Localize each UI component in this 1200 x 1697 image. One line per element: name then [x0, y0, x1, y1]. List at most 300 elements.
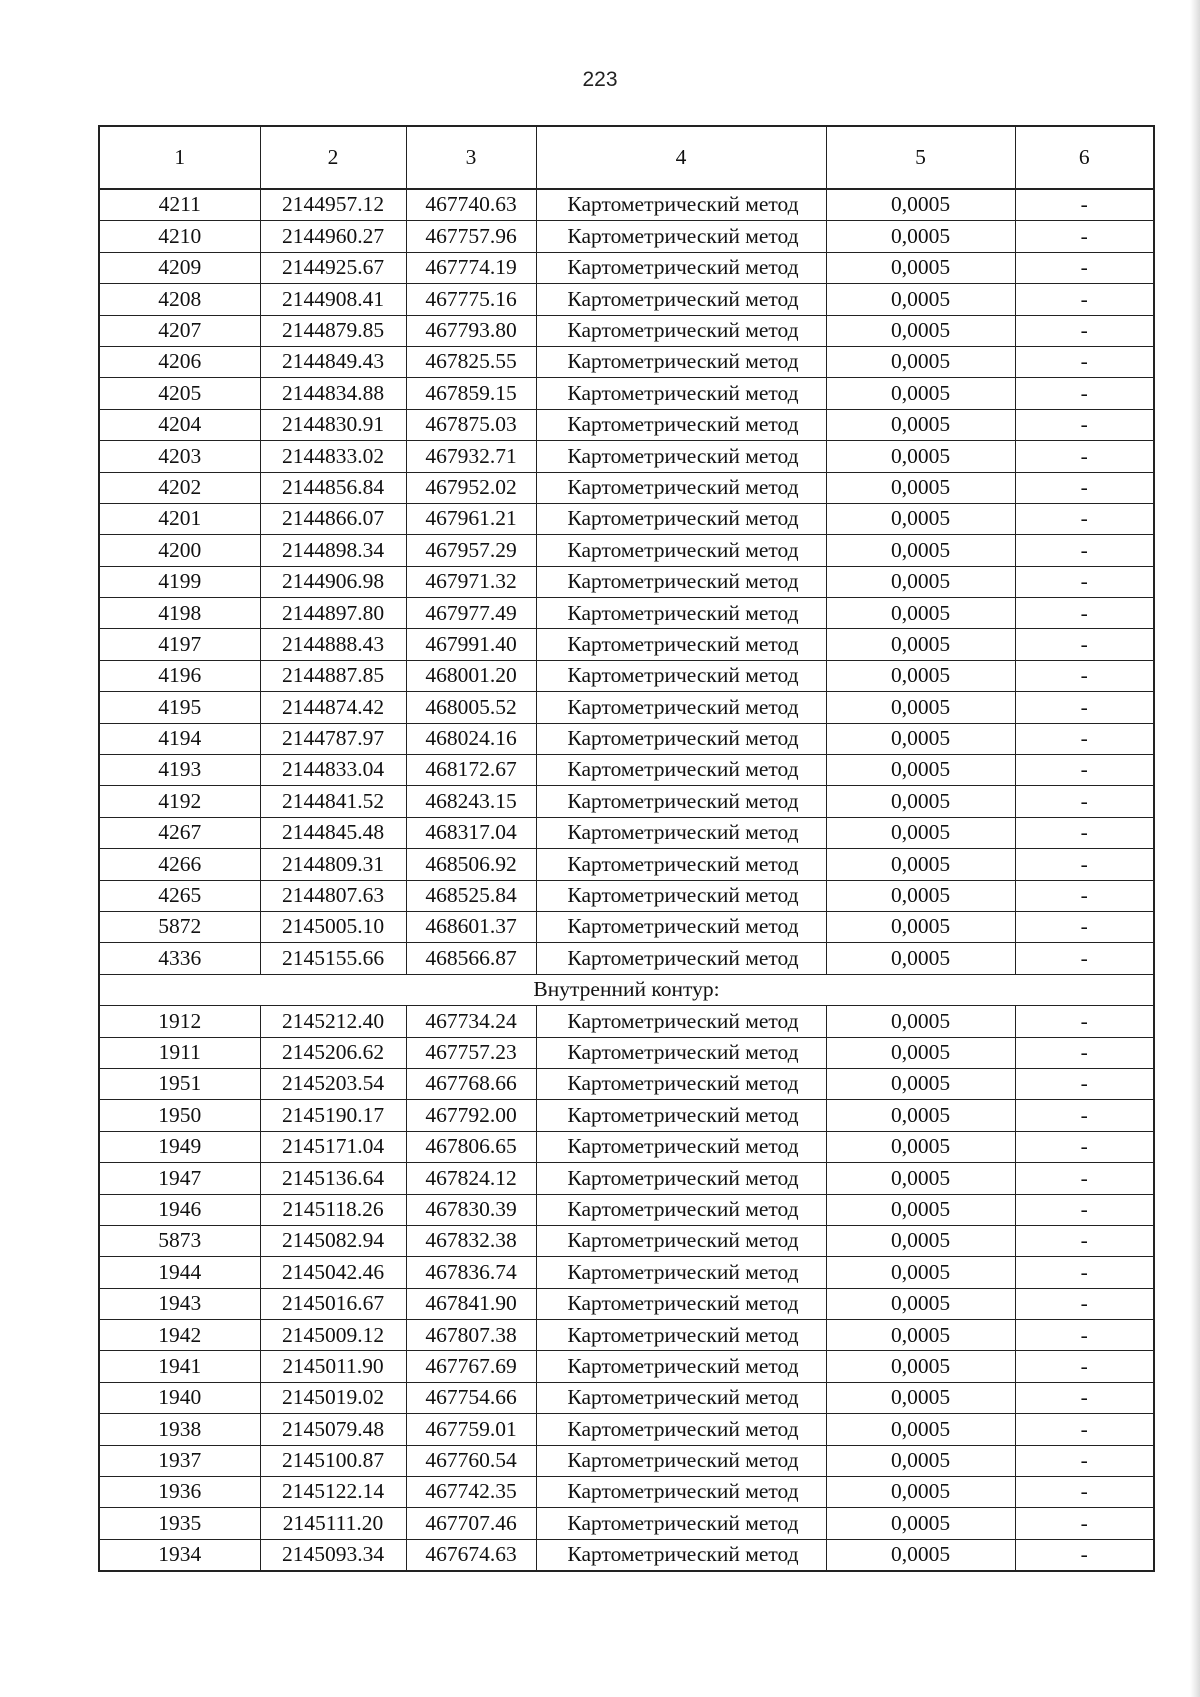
cell-point-number: 1911 — [99, 1037, 260, 1068]
cell-accuracy: 0,0005 — [826, 1508, 1015, 1539]
cell-note: - — [1015, 1131, 1154, 1162]
cell-note: - — [1015, 1320, 1154, 1351]
table-row — [99, 1445, 1154, 1476]
cell-accuracy: 0,0005 — [826, 535, 1015, 566]
cell-method: Картометрический метод — [536, 1351, 826, 1382]
cell-accuracy: 0,0005 — [826, 1194, 1015, 1225]
cell-x-coordinate: 2144849.43 — [260, 346, 406, 377]
cell-y-coordinate: 467859.15 — [406, 378, 536, 409]
cell-point-number: 4207 — [99, 315, 260, 346]
cell-accuracy: 0,0005 — [826, 723, 1015, 754]
header-col-1: 1 — [99, 126, 260, 189]
cell-y-coordinate: 467991.40 — [406, 629, 536, 660]
cell-accuracy: 0,0005 — [826, 1225, 1015, 1256]
cell-accuracy: 0,0005 — [826, 1068, 1015, 1099]
cell-accuracy: 0,0005 — [826, 1351, 1015, 1382]
table-row — [99, 409, 1154, 440]
cell-point-number: 4203 — [99, 441, 260, 472]
cell-method: Картометрический метод — [536, 692, 826, 723]
cell-note: - — [1015, 598, 1154, 629]
table-row — [99, 943, 1154, 974]
cell-note: - — [1015, 1351, 1154, 1382]
cell-y-coordinate: 467832.38 — [406, 1225, 536, 1256]
cell-point-number: 4266 — [99, 849, 260, 880]
cell-method: Картометрический метод — [536, 1382, 826, 1413]
cell-x-coordinate: 2144866.07 — [260, 503, 406, 534]
table-row — [99, 1131, 1154, 1162]
cell-method: Картометрический метод — [536, 1131, 826, 1162]
table-row — [99, 849, 1154, 880]
cell-x-coordinate: 2145206.62 — [260, 1037, 406, 1068]
cell-x-coordinate: 2144834.88 — [260, 378, 406, 409]
cell-method: Картометрический метод — [536, 472, 826, 503]
table-row — [99, 284, 1154, 315]
table-row — [99, 1163, 1154, 1194]
cell-method: Картометрический метод — [536, 1539, 826, 1571]
cell-y-coordinate: 467952.02 — [406, 472, 536, 503]
cell-x-coordinate: 2144874.42 — [260, 692, 406, 723]
cell-y-coordinate: 467825.55 — [406, 346, 536, 377]
cell-y-coordinate: 468005.52 — [406, 692, 536, 723]
cell-method: Картометрический метод — [536, 566, 826, 597]
cell-y-coordinate: 467792.00 — [406, 1100, 536, 1131]
cell-note: - — [1015, 221, 1154, 252]
cell-x-coordinate: 2145155.66 — [260, 943, 406, 974]
header-row — [99, 126, 1154, 189]
cell-point-number: 4193 — [99, 755, 260, 786]
cell-y-coordinate: 468317.04 — [406, 817, 536, 848]
cell-accuracy: 0,0005 — [826, 1131, 1015, 1162]
cell-x-coordinate: 2145203.54 — [260, 1068, 406, 1099]
cell-point-number: 4201 — [99, 503, 260, 534]
cell-note: - — [1015, 566, 1154, 597]
table-row — [99, 189, 1154, 221]
cell-method: Картометрический метод — [536, 1100, 826, 1131]
table-row — [99, 472, 1154, 503]
cell-accuracy: 0,0005 — [826, 315, 1015, 346]
cell-x-coordinate: 2145190.17 — [260, 1100, 406, 1131]
cell-note: - — [1015, 1477, 1154, 1508]
cell-note: - — [1015, 1100, 1154, 1131]
table-row — [99, 346, 1154, 377]
cell-accuracy: 0,0005 — [826, 252, 1015, 283]
cell-note: - — [1015, 1194, 1154, 1225]
cell-point-number: 1936 — [99, 1477, 260, 1508]
cell-x-coordinate: 2145042.46 — [260, 1257, 406, 1288]
cell-y-coordinate: 467707.46 — [406, 1508, 536, 1539]
cell-accuracy: 0,0005 — [826, 346, 1015, 377]
table-row — [99, 1006, 1154, 1037]
cell-y-coordinate: 467807.38 — [406, 1320, 536, 1351]
table-row — [99, 880, 1154, 911]
cell-x-coordinate: 2144879.85 — [260, 315, 406, 346]
cell-note: - — [1015, 692, 1154, 723]
table-row — [99, 755, 1154, 786]
cell-y-coordinate: 468506.92 — [406, 849, 536, 880]
cell-x-coordinate: 2144906.98 — [260, 566, 406, 597]
cell-y-coordinate: 467961.21 — [406, 503, 536, 534]
cell-note: - — [1015, 880, 1154, 911]
cell-x-coordinate: 2145100.87 — [260, 1445, 406, 1476]
cell-accuracy: 0,0005 — [826, 1445, 1015, 1476]
cell-accuracy: 0,0005 — [826, 1539, 1015, 1571]
cell-point-number: 4209 — [99, 252, 260, 283]
cell-x-coordinate: 2144960.27 — [260, 221, 406, 252]
table-row — [99, 598, 1154, 629]
cell-method: Картометрический метод — [536, 786, 826, 817]
cell-y-coordinate: 468601.37 — [406, 911, 536, 942]
cell-y-coordinate: 467768.66 — [406, 1068, 536, 1099]
cell-x-coordinate: 2144908.41 — [260, 284, 406, 315]
cell-note: - — [1015, 849, 1154, 880]
cell-x-coordinate: 2144925.67 — [260, 252, 406, 283]
table-row — [99, 1508, 1154, 1539]
cell-y-coordinate: 467757.96 — [406, 221, 536, 252]
table-row — [99, 1257, 1154, 1288]
cell-method: Картометрический метод — [536, 1194, 826, 1225]
cell-note: - — [1015, 409, 1154, 440]
header-col-2: 2 — [260, 126, 406, 189]
cell-point-number: 4202 — [99, 472, 260, 503]
cell-y-coordinate: 467932.71 — [406, 441, 536, 472]
cell-point-number: 4195 — [99, 692, 260, 723]
cell-note: - — [1015, 189, 1154, 221]
table-row — [99, 911, 1154, 942]
cell-point-number: 1947 — [99, 1163, 260, 1194]
table-row — [99, 786, 1154, 817]
cell-note: - — [1015, 723, 1154, 754]
cell-point-number: 1941 — [99, 1351, 260, 1382]
header-col-5: 5 — [826, 126, 1015, 189]
cell-accuracy: 0,0005 — [826, 786, 1015, 817]
cell-accuracy: 0,0005 — [826, 660, 1015, 691]
table-row — [99, 817, 1154, 848]
table-row — [99, 1382, 1154, 1413]
cell-accuracy: 0,0005 — [826, 629, 1015, 660]
cell-note: - — [1015, 535, 1154, 566]
cell-x-coordinate: 2144833.02 — [260, 441, 406, 472]
cell-method: Картометрический метод — [536, 503, 826, 534]
table-row — [99, 692, 1154, 723]
cell-point-number: 4194 — [99, 723, 260, 754]
cell-x-coordinate: 2145136.64 — [260, 1163, 406, 1194]
cell-method: Картометрический метод — [536, 1257, 826, 1288]
cell-point-number: 1935 — [99, 1508, 260, 1539]
cell-y-coordinate: 467754.66 — [406, 1382, 536, 1413]
scan-edge — [1190, 0, 1200, 1697]
cell-point-number: 4192 — [99, 786, 260, 817]
cell-point-number: 4196 — [99, 660, 260, 691]
cell-note: - — [1015, 1163, 1154, 1194]
cell-note: - — [1015, 1539, 1154, 1571]
cell-accuracy: 0,0005 — [826, 566, 1015, 597]
cell-x-coordinate: 2145082.94 — [260, 1225, 406, 1256]
cell-accuracy: 0,0005 — [826, 755, 1015, 786]
table-row — [99, 252, 1154, 283]
cell-y-coordinate: 468243.15 — [406, 786, 536, 817]
cell-method: Картометрический метод — [536, 1414, 826, 1445]
cell-note: - — [1015, 315, 1154, 346]
cell-y-coordinate: 468525.84 — [406, 880, 536, 911]
cell-x-coordinate: 2145019.02 — [260, 1382, 406, 1413]
cell-note: - — [1015, 1257, 1154, 1288]
section-row — [99, 974, 1154, 1005]
cell-accuracy: 0,0005 — [826, 284, 1015, 315]
cell-note: - — [1015, 1068, 1154, 1099]
table-row — [99, 503, 1154, 534]
cell-y-coordinate: 467806.65 — [406, 1131, 536, 1162]
cell-x-coordinate: 2144809.31 — [260, 849, 406, 880]
cell-accuracy: 0,0005 — [826, 1037, 1015, 1068]
cell-method: Картометрический метод — [536, 629, 826, 660]
cell-accuracy: 0,0005 — [826, 1477, 1015, 1508]
cell-note: - — [1015, 1037, 1154, 1068]
cell-method: Картометрический метод — [536, 849, 826, 880]
cell-method: Картометрический метод — [536, 284, 826, 315]
cell-method: Картометрический метод — [536, 1163, 826, 1194]
cell-accuracy: 0,0005 — [826, 1163, 1015, 1194]
cell-point-number: 1951 — [99, 1068, 260, 1099]
cell-y-coordinate: 467977.49 — [406, 598, 536, 629]
cell-accuracy: 0,0005 — [826, 1382, 1015, 1413]
cell-point-number: 1950 — [99, 1100, 260, 1131]
coordinates-table — [98, 125, 1155, 1572]
cell-y-coordinate: 468001.20 — [406, 660, 536, 691]
table-row — [99, 1477, 1154, 1508]
cell-method: Картометрический метод — [536, 817, 826, 848]
table-row — [99, 723, 1154, 754]
table-row — [99, 1320, 1154, 1351]
cell-point-number: 4208 — [99, 284, 260, 315]
cell-method: Картометрический метод — [536, 378, 826, 409]
cell-y-coordinate: 467841.90 — [406, 1288, 536, 1319]
cell-x-coordinate: 2145171.04 — [260, 1131, 406, 1162]
cell-x-coordinate: 2144856.84 — [260, 472, 406, 503]
cell-method: Картометрический метод — [536, 911, 826, 942]
cell-note: - — [1015, 1006, 1154, 1037]
cell-y-coordinate: 467742.35 — [406, 1477, 536, 1508]
cell-note: - — [1015, 284, 1154, 315]
cell-point-number: 4205 — [99, 378, 260, 409]
cell-point-number: 4204 — [99, 409, 260, 440]
cell-accuracy: 0,0005 — [826, 692, 1015, 723]
cell-note: - — [1015, 629, 1154, 660]
cell-point-number: 5873 — [99, 1225, 260, 1256]
cell-point-number: 5872 — [99, 911, 260, 942]
cell-y-coordinate: 468172.67 — [406, 755, 536, 786]
cell-method: Картометрический метод — [536, 1477, 826, 1508]
cell-method: Картометрический метод — [536, 1320, 826, 1351]
cell-method: Картометрический метод — [536, 441, 826, 472]
cell-x-coordinate: 2145011.90 — [260, 1351, 406, 1382]
cell-y-coordinate: 467674.63 — [406, 1539, 536, 1571]
cell-x-coordinate: 2145122.14 — [260, 1477, 406, 1508]
cell-y-coordinate: 467734.24 — [406, 1006, 536, 1037]
cell-y-coordinate: 468024.16 — [406, 723, 536, 754]
cell-method: Картометрический метод — [536, 252, 826, 283]
table-row — [99, 1539, 1154, 1571]
cell-accuracy: 0,0005 — [826, 378, 1015, 409]
cell-point-number: 1938 — [99, 1414, 260, 1445]
table-body — [99, 189, 1154, 1571]
table-row — [99, 566, 1154, 597]
cell-note: - — [1015, 817, 1154, 848]
cell-point-number: 4199 — [99, 566, 260, 597]
cell-method: Картометрический метод — [536, 943, 826, 974]
cell-accuracy: 0,0005 — [826, 409, 1015, 440]
cell-note: - — [1015, 1225, 1154, 1256]
cell-point-number: 1912 — [99, 1006, 260, 1037]
cell-point-number: 1943 — [99, 1288, 260, 1319]
cell-point-number: 4197 — [99, 629, 260, 660]
cell-accuracy: 0,0005 — [826, 1006, 1015, 1037]
cell-accuracy: 0,0005 — [826, 221, 1015, 252]
cell-point-number: 4336 — [99, 943, 260, 974]
cell-x-coordinate: 2145016.67 — [260, 1288, 406, 1319]
cell-x-coordinate: 2144830.91 — [260, 409, 406, 440]
cell-method: Картометрический метод — [536, 755, 826, 786]
table-row — [99, 441, 1154, 472]
cell-note: - — [1015, 503, 1154, 534]
cell-point-number: 1940 — [99, 1382, 260, 1413]
table-row — [99, 1351, 1154, 1382]
cell-y-coordinate: 467767.69 — [406, 1351, 536, 1382]
cell-y-coordinate: 467824.12 — [406, 1163, 536, 1194]
cell-point-number: 4265 — [99, 880, 260, 911]
header-col-6: 6 — [1015, 126, 1154, 189]
cell-method: Картометрический метод — [536, 598, 826, 629]
cell-x-coordinate: 2144898.34 — [260, 535, 406, 566]
cell-x-coordinate: 2144957.12 — [260, 189, 406, 221]
cell-method: Картометрический метод — [536, 723, 826, 754]
cell-y-coordinate: 467760.54 — [406, 1445, 536, 1476]
cell-accuracy: 0,0005 — [826, 1100, 1015, 1131]
cell-accuracy: 0,0005 — [826, 503, 1015, 534]
cell-note: - — [1015, 1414, 1154, 1445]
table-row — [99, 1037, 1154, 1068]
cell-accuracy: 0,0005 — [826, 1288, 1015, 1319]
section-label: Внутренний контур: — [99, 974, 1154, 1005]
table-row — [99, 535, 1154, 566]
cell-method: Картометрический метод — [536, 221, 826, 252]
cell-x-coordinate: 2145005.10 — [260, 911, 406, 942]
cell-method: Картометрический метод — [536, 1068, 826, 1099]
cell-point-number: 4198 — [99, 598, 260, 629]
cell-note: - — [1015, 1445, 1154, 1476]
cell-y-coordinate: 467830.39 — [406, 1194, 536, 1225]
cell-point-number: 4267 — [99, 817, 260, 848]
cell-x-coordinate: 2145212.40 — [260, 1006, 406, 1037]
cell-note: - — [1015, 441, 1154, 472]
cell-point-number: 1944 — [99, 1257, 260, 1288]
cell-point-number: 4211 — [99, 189, 260, 221]
cell-y-coordinate: 467957.29 — [406, 535, 536, 566]
cell-y-coordinate: 467875.03 — [406, 409, 536, 440]
cell-note: - — [1015, 911, 1154, 942]
cell-accuracy: 0,0005 — [826, 1257, 1015, 1288]
cell-y-coordinate: 467757.23 — [406, 1037, 536, 1068]
cell-point-number: 1949 — [99, 1131, 260, 1162]
table-row — [99, 315, 1154, 346]
cell-method: Картометрический метод — [536, 409, 826, 440]
cell-x-coordinate: 2144887.85 — [260, 660, 406, 691]
cell-method: Картометрический метод — [536, 189, 826, 221]
cell-accuracy: 0,0005 — [826, 598, 1015, 629]
table-row — [99, 1100, 1154, 1131]
cell-note: - — [1015, 755, 1154, 786]
cell-y-coordinate: 467740.63 — [406, 189, 536, 221]
cell-method: Картометрический метод — [536, 1225, 826, 1256]
cell-y-coordinate: 467775.16 — [406, 284, 536, 315]
cell-accuracy: 0,0005 — [826, 817, 1015, 848]
cell-accuracy: 0,0005 — [826, 441, 1015, 472]
table-header — [99, 126, 1154, 189]
cell-method: Картометрический метод — [536, 1006, 826, 1037]
table-row — [99, 1225, 1154, 1256]
cell-method: Картометрический метод — [536, 315, 826, 346]
cell-note: - — [1015, 1288, 1154, 1319]
table-row — [99, 1414, 1154, 1445]
cell-accuracy: 0,0005 — [826, 472, 1015, 503]
cell-point-number: 4200 — [99, 535, 260, 566]
cell-accuracy: 0,0005 — [826, 880, 1015, 911]
cell-method: Картометрический метод — [536, 660, 826, 691]
cell-note: - — [1015, 472, 1154, 503]
header-col-3: 3 — [406, 126, 536, 189]
cell-method: Картометрический метод — [536, 1445, 826, 1476]
table-row — [99, 629, 1154, 660]
cell-x-coordinate: 2144833.04 — [260, 755, 406, 786]
table-row — [99, 1068, 1154, 1099]
cell-accuracy: 0,0005 — [826, 1414, 1015, 1445]
cell-x-coordinate: 2145118.26 — [260, 1194, 406, 1225]
cell-note: - — [1015, 786, 1154, 817]
table-row — [99, 660, 1154, 691]
cell-accuracy: 0,0005 — [826, 943, 1015, 974]
cell-x-coordinate: 2144845.48 — [260, 817, 406, 848]
cell-x-coordinate: 2144841.52 — [260, 786, 406, 817]
table-row — [99, 378, 1154, 409]
cell-note: - — [1015, 378, 1154, 409]
cell-method: Картометрический метод — [536, 1508, 826, 1539]
cell-method: Картометрический метод — [536, 535, 826, 566]
cell-note: - — [1015, 252, 1154, 283]
cell-note: - — [1015, 1382, 1154, 1413]
cell-x-coordinate: 2145079.48 — [260, 1414, 406, 1445]
cell-x-coordinate: 2144807.63 — [260, 880, 406, 911]
table-row — [99, 221, 1154, 252]
cell-note: - — [1015, 1508, 1154, 1539]
cell-method: Картометрический метод — [536, 346, 826, 377]
cell-accuracy: 0,0005 — [826, 1320, 1015, 1351]
cell-note: - — [1015, 660, 1154, 691]
cell-method: Картометрический метод — [536, 880, 826, 911]
cell-y-coordinate: 467793.80 — [406, 315, 536, 346]
cell-y-coordinate: 467971.32 — [406, 566, 536, 597]
cell-y-coordinate: 467836.74 — [406, 1257, 536, 1288]
cell-method: Картометрический метод — [536, 1288, 826, 1319]
cell-note: - — [1015, 346, 1154, 377]
cell-accuracy: 0,0005 — [826, 911, 1015, 942]
cell-y-coordinate: 467759.01 — [406, 1414, 536, 1445]
cell-point-number: 1942 — [99, 1320, 260, 1351]
header-col-4: 4 — [536, 126, 826, 189]
cell-method: Картометрический метод — [536, 1037, 826, 1068]
cell-x-coordinate: 2145111.20 — [260, 1508, 406, 1539]
page-number: 223 — [582, 68, 618, 91]
cell-accuracy: 0,0005 — [826, 849, 1015, 880]
cell-y-coordinate: 468566.87 — [406, 943, 536, 974]
